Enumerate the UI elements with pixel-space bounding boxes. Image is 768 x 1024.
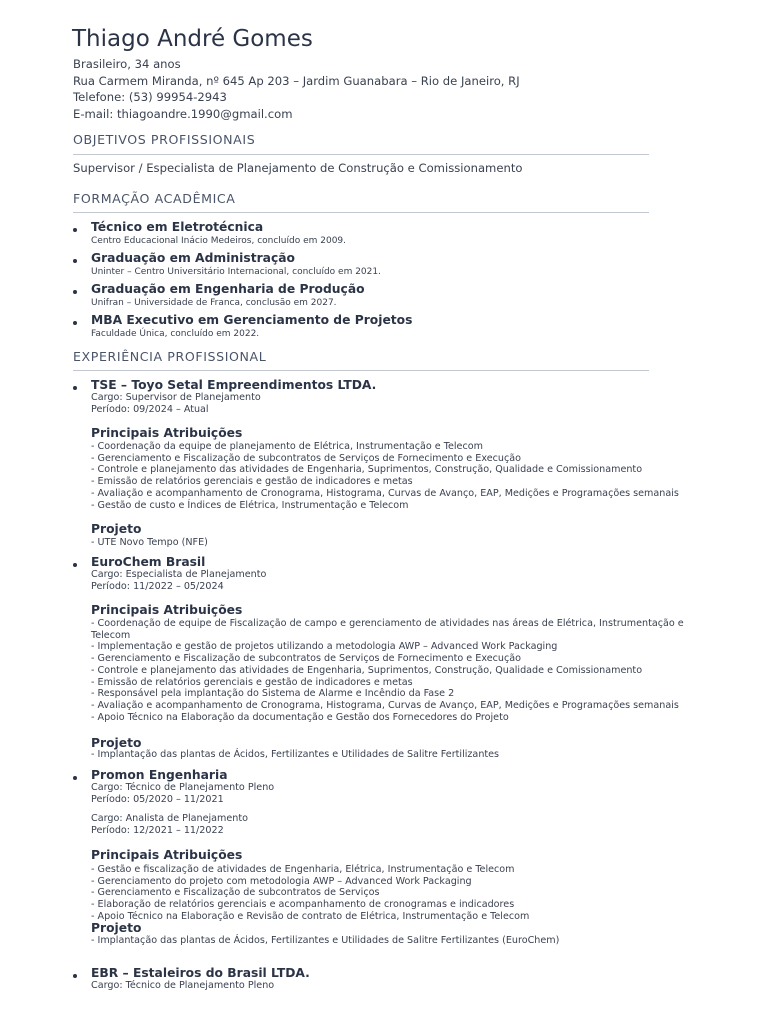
duty-item: - Avaliação e acompanhamento de Cronograma, Histograma, Curvas de Avanço, EAP, Medições e Programações semanais [91, 487, 679, 499]
job-company: EBR – Estaleiros do Brasil LTDA. [91, 966, 310, 980]
job-role: Cargo: Supervisor de Planejamento [91, 392, 261, 403]
phone: Telefone: (53) 99954-2943 [73, 90, 227, 104]
contact-block [73, 56, 520, 122]
duty-item: - Gerenciamento do projeto com metodologia AWP – Advanced Work Packaging [91, 875, 472, 887]
job-company: EuroChem Brasil [91, 555, 206, 569]
project-list [91, 537, 208, 549]
job-meta [91, 782, 274, 805]
duty-item: - Coordenação da equipe de planejamento de Elétrica, Instrumentação e Telecom [91, 441, 483, 452]
education-detail: Centro Educacional Inácio Medeiros, concluído em 2009. [91, 236, 347, 246]
duty-item: - Gestão e fiscalização de atividades de Engenharia, Elétrica, Instrumentação e Telecom [91, 864, 515, 875]
duties-list [91, 864, 529, 923]
bullet-icon [73, 259, 77, 263]
duty-item: - Coordenação de equipe de Fiscalização de campo e gerenciamento de atividades nas áreas de Elétrica, Instrumentação e Telecom [91, 618, 684, 641]
duty-item: - Gerenciamento e Fiscalização de subcontratos de Serviços de Fornecimento e Execução [91, 452, 521, 464]
bullet-icon [73, 290, 77, 294]
section-title-education: FORMAÇÃO ACADÊMICA [73, 191, 236, 206]
candidate-name: Thiago André Gomes [72, 26, 313, 52]
education-detail: Faculdade Única, concluído em 2022. [91, 329, 260, 339]
duties-list [91, 618, 691, 723]
education-title: Graduação em Administração [91, 251, 295, 265]
job-period: Período: 12/2021 – 11/2022 [91, 824, 224, 836]
project-heading: Projeto [91, 736, 142, 750]
job-meta [91, 569, 266, 592]
bullet-icon [73, 974, 77, 978]
duties-heading: Principais Atribuições [91, 848, 243, 862]
job-period: Período: 05/2020 – 11/2021 [91, 793, 224, 805]
duty-item: - Gestão de custo e Índices de Elétrica, Instrumentação e Telecom [91, 499, 409, 511]
duty-item: - Controle e planejamento das atividades de Engenharia, Suprimentos, Construção, Qualidade e Comissionamento [91, 664, 643, 676]
duty-item: - Avaliação e acompanhamento de Cronograma, Histograma, Curvas de Avanço, EAP, Medições e Programações semanais [91, 699, 679, 711]
section-divider [73, 212, 649, 213]
duty-item: - Apoio Técnico na Elaboração e Revisão de contrato de Elétrica, Instrumentação e Telecom [91, 910, 530, 922]
bullet-icon [73, 776, 77, 780]
project-list [91, 935, 559, 947]
bullet-icon [73, 228, 77, 232]
job-meta [91, 980, 274, 992]
job-role: Cargo: Especialista de Planejamento [91, 569, 267, 580]
section-title-objectives: OBJETIVOS PROFISSIONAIS [73, 132, 256, 147]
job-role: Cargo: Técnico de Planejamento Pleno [91, 980, 275, 991]
section-divider [73, 370, 649, 371]
duty-item: - Gerenciamento e Fiscalização de subcontratos de Serviços [91, 887, 380, 899]
section-divider [73, 154, 649, 155]
project-heading: Projeto [91, 522, 142, 536]
duty-item: - Controle e planejamento das atividades de Engenharia, Suprimentos, Construção, Qualidade e Comissionamento [91, 464, 643, 476]
job-company: TSE – Toyo Setal Empreendimentos LTDA. [91, 378, 377, 392]
duty-item: - Emissão de relatórios gerenciais e gestão de indicadores e metas [91, 476, 413, 488]
project-item: - Implantação das plantas de Ácidos, Fertilizantes e Utilidades de Salitre Fertilizantes (EuroChem) [91, 935, 560, 946]
duty-item: - Elaboração de relatórios gerenciais e acompanhamento de cronogramas e indicadores [91, 899, 515, 911]
job-meta-secondary [91, 813, 248, 836]
bullet-icon [73, 321, 77, 325]
project-list [91, 749, 499, 761]
duty-item: - Responsável pela implantação do Sistema de Alarme e Incêndio da Fase 2 [91, 688, 455, 700]
job-company: Promon Engenharia [91, 768, 228, 782]
bullet-icon [73, 563, 77, 567]
education-title: Técnico em Eletrotécnica [91, 220, 264, 234]
duty-item: - Apoio Técnico na Elaboração da documentação e Gestão dos Fornecedores do Projeto [91, 711, 509, 723]
duty-item: - Gerenciamento e Fiscalização de subcontratos de Serviços de Fornecimento e Execução [91, 653, 521, 665]
email: E-mail: thiagoandre.1990@gmail.com [73, 106, 293, 121]
job-period: Período: 11/2022 – 05/2024 [91, 580, 224, 592]
nationality-age: Brasileiro, 34 anos [73, 57, 181, 71]
job-role: Cargo: Técnico de Planejamento Pleno [91, 782, 275, 793]
project-item: - UTE Novo Tempo (NFE) [91, 537, 208, 548]
job-meta [91, 392, 261, 415]
duties-heading: Principais Atribuições [91, 603, 243, 617]
education-detail: Unifran – Universidade de Franca, conclusão em 2027. [91, 298, 337, 308]
address: Rua Carmem Miranda, nº 645 Ap 203 – Jardim Guanabara – Rio de Janeiro, RJ [73, 73, 520, 88]
job-role: Cargo: Analista de Planejamento [91, 813, 248, 824]
education-detail: Uninter – Centro Universitário Internacional, concluído em 2021. [91, 267, 381, 277]
section-title-experience: EXPERIÊNCIA PROFISSIONAL [73, 349, 267, 364]
duties-heading: Principais Atribuições [91, 426, 243, 440]
bullet-icon [73, 386, 77, 390]
project-item: - Implantação das plantas de Ácidos, Fertilizantes e Utilidades de Salitre Fertilizantes [91, 749, 500, 760]
duties-list [91, 441, 691, 511]
objective-text: Supervisor / Especialista de Planejamento de Construção e Comissionamento [73, 161, 523, 175]
duty-item: - Implementação e gestão de projetos utilizando a metodologia AWP – Advanced Work Packaging [91, 641, 558, 653]
duty-item: - Emissão de relatórios gerenciais e gestão de indicadores e metas [91, 676, 413, 688]
education-title: MBA Executivo em Gerenciamento de Projetos [91, 313, 413, 327]
project-heading: Projeto [91, 921, 142, 935]
job-period: Período: 09/2024 – Atual [91, 403, 209, 415]
education-title: Graduação em Engenharia de Produção [91, 282, 365, 296]
